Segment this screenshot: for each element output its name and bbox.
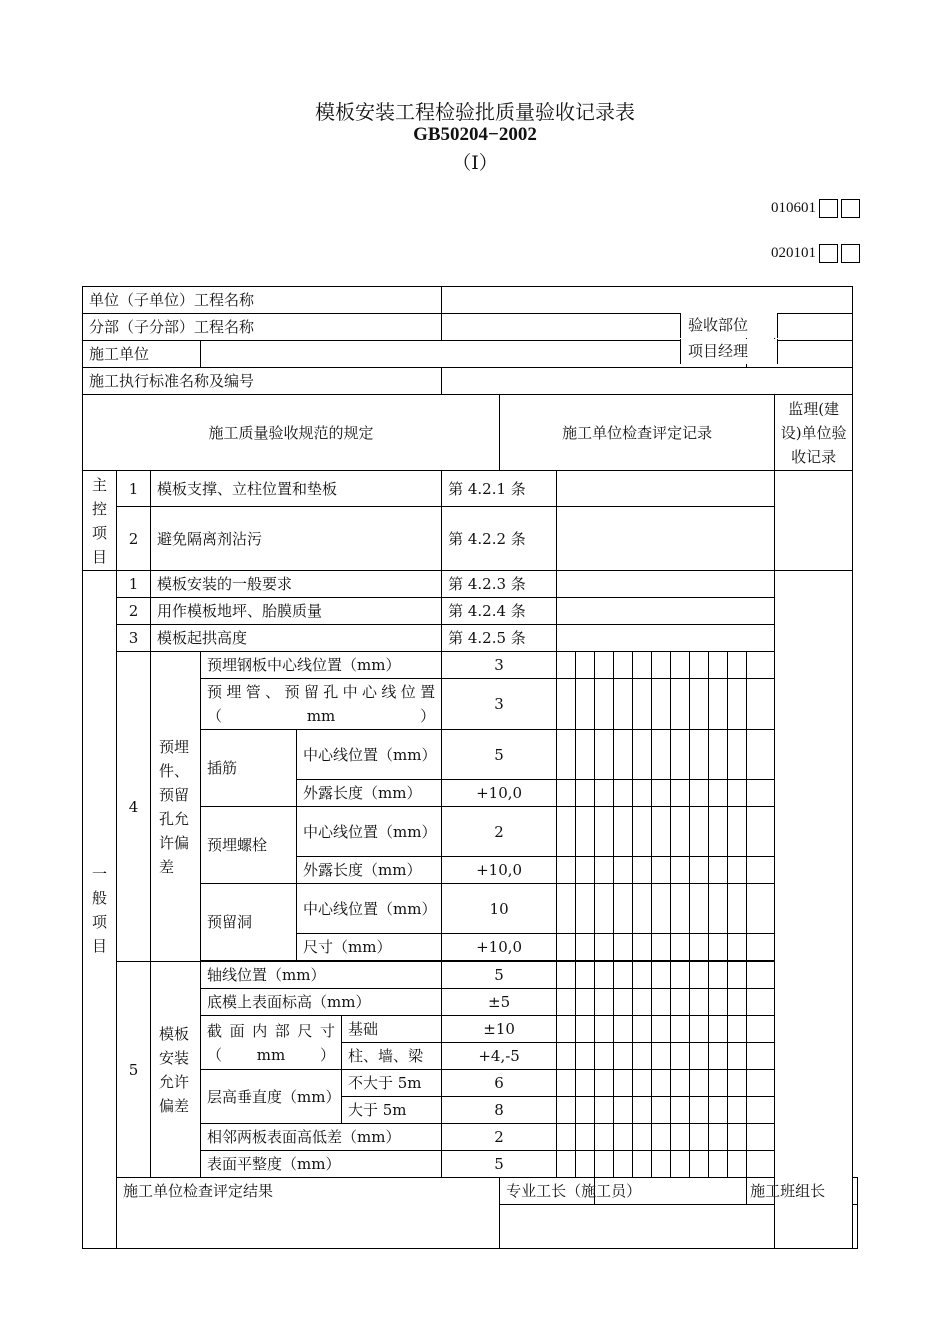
check-record-label: 施工单位检查评定记录	[500, 395, 775, 471]
grid-cell[interactable]	[671, 1124, 690, 1151]
grid-cell[interactable]	[633, 652, 652, 679]
contractor-label: 施工单位	[83, 341, 201, 368]
le5-label: 不大于 5m	[342, 1070, 442, 1097]
grid-cell[interactable]	[671, 780, 690, 807]
grid-cell[interactable]	[728, 884, 747, 934]
grid-cell[interactable]	[595, 1016, 614, 1043]
form-code-text: 010601	[771, 200, 816, 216]
grid-cell[interactable]	[614, 1097, 633, 1124]
grid-cell[interactable]	[652, 934, 671, 961]
grid-cell[interactable]	[671, 1016, 690, 1043]
grid-cell[interactable]	[633, 1124, 652, 1151]
grid-cell[interactable]	[652, 780, 671, 807]
grid-cell[interactable]	[671, 962, 690, 989]
grid-cell[interactable]	[728, 679, 747, 730]
grid-cell[interactable]	[709, 884, 728, 934]
grid-cell[interactable]	[652, 807, 671, 857]
grid-cell[interactable]	[576, 1097, 595, 1124]
grid-cell[interactable]	[709, 652, 728, 679]
grid-cell[interactable]	[652, 652, 671, 679]
grid-cell[interactable]	[557, 780, 576, 807]
le5-value: 6	[442, 1070, 557, 1097]
grid-cell[interactable]	[614, 679, 633, 730]
grid-cell[interactable]	[614, 807, 633, 857]
grid-cell[interactable]	[595, 652, 614, 679]
item4-no: 4	[117, 652, 151, 962]
general-item-no: 1	[117, 571, 151, 598]
grid-cell[interactable]	[633, 1097, 652, 1124]
grid-cell[interactable]	[747, 679, 775, 730]
grid-cell[interactable]	[557, 934, 576, 961]
form-code-text: 020101	[771, 245, 816, 261]
grid-cell[interactable]	[576, 934, 595, 961]
grid-cell[interactable]	[576, 730, 595, 780]
grid-cell[interactable]	[709, 1151, 728, 1178]
grid-cell[interactable]	[557, 1043, 576, 1070]
grid-cell[interactable]	[709, 1016, 728, 1043]
general-item-clause: 第 4.2.4 条	[442, 598, 557, 625]
hole-center-label: 中心线位置（mm）	[297, 884, 442, 934]
grid-cell[interactable]	[595, 1151, 614, 1178]
grid-cell[interactable]	[728, 1097, 747, 1124]
grid-cell[interactable]	[557, 857, 576, 884]
grid-cell[interactable]	[633, 780, 652, 807]
grid-cell[interactable]	[576, 679, 595, 730]
team-leader-value[interactable]	[853, 1178, 858, 1205]
project-name-label: 单位（子单位）工程名称	[83, 287, 442, 314]
grid-cell[interactable]	[671, 989, 690, 1016]
grid-cell[interactable]	[633, 934, 652, 961]
grid-cell[interactable]	[747, 857, 775, 884]
grid-cell[interactable]	[557, 730, 576, 780]
general-item-no: 3	[117, 625, 151, 652]
grid-cell[interactable]	[747, 934, 775, 961]
grid-cell[interactable]	[709, 857, 728, 884]
hole-label: 预留洞	[201, 884, 297, 961]
main-item-clause: 第 4.2.1 条	[442, 471, 557, 507]
grid-cell[interactable]	[671, 652, 690, 679]
grid-cell[interactable]	[576, 989, 595, 1016]
grid-cell[interactable]	[690, 1151, 709, 1178]
grid-cell[interactable]	[747, 884, 775, 934]
grid-cell[interactable]	[652, 679, 671, 730]
grid-cell[interactable]	[709, 1070, 728, 1097]
grid-cell[interactable]	[652, 962, 671, 989]
grid-cell[interactable]	[690, 780, 709, 807]
grid-cell[interactable]	[690, 989, 709, 1016]
grid-cell[interactable]	[595, 1043, 614, 1070]
grid-cell[interactable]	[633, 1016, 652, 1043]
grid-cell[interactable]	[633, 1043, 652, 1070]
adjacent-label: 相邻两板表面高低差（mm）	[201, 1124, 442, 1151]
general-item-record[interactable]	[557, 571, 775, 598]
rebar-exposed-label: 外露长度（mm）	[297, 780, 442, 807]
grid-cell[interactable]	[728, 857, 747, 884]
column-label: 柱、墙、梁	[342, 1043, 442, 1070]
grid-cell[interactable]	[709, 1124, 728, 1151]
foreman-label: 专业工长（施工员）	[500, 1178, 595, 1205]
grid-cell[interactable]	[576, 1070, 595, 1097]
general-item-clause: 第 4.2.3 条	[442, 571, 557, 598]
grid-cell[interactable]	[557, 679, 576, 730]
accept-part-value[interactable]	[775, 314, 853, 341]
item4-label: 预埋件、预留孔允许偏差	[151, 652, 201, 962]
grid-cell[interactable]	[633, 857, 652, 884]
grid-cell[interactable]	[690, 652, 709, 679]
flatness-value: 5	[442, 1151, 557, 1178]
grid-cell[interactable]	[633, 1070, 652, 1097]
steel-plate-value: 3	[442, 652, 557, 679]
grid-cell[interactable]	[747, 1097, 775, 1124]
grid-cell[interactable]	[709, 1043, 728, 1070]
grid-cell[interactable]	[747, 1016, 775, 1043]
steel-plate-label: 预埋钢板中心线位置（mm）	[201, 652, 442, 679]
grid-cell[interactable]	[576, 962, 595, 989]
grid-cell[interactable]	[747, 652, 775, 679]
grid-cell[interactable]	[576, 652, 595, 679]
grid-cell[interactable]	[690, 884, 709, 934]
grid-cell[interactable]	[595, 857, 614, 884]
grid-cell[interactable]	[595, 989, 614, 1016]
grid-cell[interactable]	[576, 1124, 595, 1151]
standard-value[interactable]	[442, 368, 853, 395]
grid-cell[interactable]	[614, 1016, 633, 1043]
grid-cell[interactable]	[614, 884, 633, 934]
grid-cell[interactable]	[614, 652, 633, 679]
grid-cell[interactable]	[576, 884, 595, 934]
subproject-label: 分部（子分部）工程名称	[83, 314, 442, 341]
grid-cell[interactable]	[576, 807, 595, 857]
grid-cell[interactable]	[557, 989, 576, 1016]
grid-cell[interactable]	[747, 1124, 775, 1151]
gt5-value: 8	[442, 1097, 557, 1124]
grid-cell[interactable]	[747, 989, 775, 1016]
grid-cell[interactable]	[728, 1124, 747, 1151]
grid-cell[interactable]	[557, 807, 576, 857]
rebar-center-value: 5	[442, 730, 557, 780]
grid-cell[interactable]	[614, 1151, 633, 1178]
grid-cell[interactable]	[614, 989, 633, 1016]
grid-cell[interactable]	[728, 1043, 747, 1070]
grid-cell[interactable]	[747, 730, 775, 780]
grid-cell[interactable]	[595, 962, 614, 989]
grid-cell[interactable]	[690, 1097, 709, 1124]
grid-cell[interactable]	[595, 884, 614, 934]
code-box[interactable]	[819, 244, 838, 263]
general-item-clause: 第 4.2.5 条	[442, 625, 557, 652]
grid-cell[interactable]	[671, 1151, 690, 1178]
grid-cell[interactable]	[747, 807, 775, 857]
code-box[interactable]	[841, 244, 860, 263]
grid-cell[interactable]	[614, 934, 633, 961]
grid-cell[interactable]	[671, 884, 690, 934]
document-title: 模板安装工程检验批质量验收记录表	[315, 100, 635, 124]
grid-cell[interactable]	[690, 1070, 709, 1097]
grid-cell[interactable]	[728, 1070, 747, 1097]
grid-cell[interactable]	[652, 1016, 671, 1043]
general-item-supervisor[interactable]	[775, 571, 853, 1249]
main-item-no: 1	[117, 471, 151, 507]
grid-cell[interactable]	[557, 1151, 576, 1178]
grid-cell[interactable]	[614, 962, 633, 989]
grid-cell[interactable]	[633, 884, 652, 934]
bolt-center-label: 中心线位置（mm）	[297, 807, 442, 857]
inspection-table	[82, 286, 858, 1249]
grid-cell[interactable]	[709, 730, 728, 780]
grid-cell[interactable]	[671, 1097, 690, 1124]
grid-cell[interactable]	[728, 989, 747, 1016]
main-item-name: 避免隔离剂沾污	[151, 507, 442, 571]
part-label: （Ⅰ）	[452, 152, 498, 174]
grid-cell[interactable]	[709, 989, 728, 1016]
bolt-center-value: 2	[442, 807, 557, 857]
section-label: 截面内部尺寸（mm）	[201, 1016, 342, 1070]
grid-cell[interactable]	[747, 1043, 775, 1070]
grid-cell[interactable]	[557, 1016, 576, 1043]
grid-cell[interactable]	[690, 857, 709, 884]
grid-cell[interactable]	[633, 962, 652, 989]
standard-code: GB50204−2002	[413, 124, 537, 145]
grid-cell[interactable]	[728, 962, 747, 989]
grid-cell[interactable]	[576, 780, 595, 807]
grid-cell[interactable]	[747, 1070, 775, 1097]
grid-cell[interactable]	[728, 780, 747, 807]
main-item-name: 模板支撑、立柱位置和垫板	[151, 471, 442, 507]
grid-cell[interactable]	[557, 884, 576, 934]
grid-cell[interactable]	[690, 962, 709, 989]
hole-center-value: 10	[442, 884, 557, 934]
grid-cell[interactable]	[595, 780, 614, 807]
adjacent-value: 2	[442, 1124, 557, 1151]
grid-cell[interactable]	[671, 857, 690, 884]
grid-cell[interactable]	[709, 1097, 728, 1124]
grid-cell[interactable]	[557, 962, 576, 989]
item5-no: 5	[117, 962, 151, 1178]
grid-cell[interactable]	[709, 962, 728, 989]
main-item-supervisor[interactable]	[775, 471, 853, 571]
grid-cell[interactable]	[595, 1124, 614, 1151]
grid-cell[interactable]	[728, 652, 747, 679]
grid-cell[interactable]	[652, 1151, 671, 1178]
form-code-2	[771, 244, 860, 263]
general-items-group: 一般项目	[83, 571, 117, 1249]
foundation-label: 基础	[342, 1016, 442, 1043]
grid-cell[interactable]	[690, 934, 709, 961]
general-item-name: 模板起拱高度	[151, 625, 442, 652]
grid-cell[interactable]	[652, 989, 671, 1016]
main-item-record[interactable]	[557, 471, 775, 507]
grid-cell[interactable]	[595, 1070, 614, 1097]
pipe-value: 3	[442, 679, 557, 730]
grid-cell[interactable]	[614, 1070, 633, 1097]
column-value: +4,-5	[442, 1043, 557, 1070]
bottom-value: ±5	[442, 989, 557, 1016]
grid-cell[interactable]	[671, 807, 690, 857]
code-box[interactable]	[819, 199, 838, 218]
result-value[interactable]	[500, 1205, 858, 1249]
item5-label: 模板安装允许偏差	[151, 962, 201, 1178]
general-item-no: 2	[117, 598, 151, 625]
grid-cell[interactable]	[671, 934, 690, 961]
form-code-1	[771, 199, 860, 218]
grid-cell[interactable]	[671, 679, 690, 730]
grid-cell[interactable]	[576, 857, 595, 884]
general-item-record[interactable]	[557, 625, 775, 652]
grid-cell[interactable]	[671, 1043, 690, 1070]
main-item-no: 2	[117, 507, 151, 571]
bottom-label: 底模上表面标高（mm）	[201, 989, 442, 1016]
grid-cell[interactable]	[633, 730, 652, 780]
grid-cell[interactable]	[614, 857, 633, 884]
grid-cell[interactable]	[652, 857, 671, 884]
general-item-name: 模板安装的一般要求	[151, 571, 442, 598]
main-item-record[interactable]	[557, 507, 775, 571]
bolt-label: 预埋螺栓	[201, 807, 297, 884]
grid-cell[interactable]	[709, 934, 728, 961]
main-items-group: 主控项目	[83, 471, 117, 571]
grid-cell[interactable]	[709, 780, 728, 807]
flatness-label: 表面平整度（mm）	[201, 1151, 442, 1178]
grid-cell[interactable]	[671, 1070, 690, 1097]
grid-cell[interactable]	[614, 730, 633, 780]
grid-cell[interactable]	[595, 1097, 614, 1124]
bolt-exposed-value: +10,0	[442, 857, 557, 884]
grid-cell[interactable]	[614, 1124, 633, 1151]
supervisor-label: 监理(建设)单位验收记录	[775, 395, 853, 471]
grid-cell[interactable]	[709, 679, 728, 730]
grid-cell[interactable]	[576, 1151, 595, 1178]
spec-label: 施工质量验收规范的规定	[83, 395, 500, 471]
grid-cell[interactable]	[728, 1016, 747, 1043]
grid-cell[interactable]	[690, 1124, 709, 1151]
grid-cell[interactable]	[633, 807, 652, 857]
team-leader-label: 施工班组长	[747, 1178, 853, 1205]
grid-cell[interactable]	[595, 679, 614, 730]
grid-cell[interactable]	[671, 730, 690, 780]
grid-cell[interactable]	[652, 1043, 671, 1070]
grid-cell[interactable]	[557, 652, 576, 679]
grid-cell[interactable]	[557, 1097, 576, 1124]
rebar-center-label: 中心线位置（mm）	[297, 730, 442, 780]
accept-part-label: 验收部位	[680, 313, 778, 338]
grid-cell[interactable]	[614, 780, 633, 807]
grid-cell[interactable]	[728, 807, 747, 857]
grid-cell[interactable]	[690, 1043, 709, 1070]
grid-cell[interactable]	[595, 934, 614, 961]
grid-cell[interactable]	[728, 934, 747, 961]
project-name-value[interactable]	[442, 287, 853, 314]
standard-label: 施工执行标准名称及编号	[83, 368, 442, 395]
general-item-name: 用作模板地坪、胎膜质量	[151, 598, 442, 625]
grid-cell[interactable]	[557, 1070, 576, 1097]
contractor-value[interactable]	[201, 341, 747, 368]
grid-cell[interactable]	[652, 1070, 671, 1097]
grid-cell[interactable]	[690, 730, 709, 780]
grid-cell[interactable]	[747, 962, 775, 989]
grid-cell[interactable]	[728, 730, 747, 780]
result-label: 施工单位检查评定结果	[117, 1178, 500, 1249]
grid-cell[interactable]	[709, 807, 728, 857]
grid-cell[interactable]	[576, 1043, 595, 1070]
axis-value: 5	[442, 962, 557, 989]
grid-cell[interactable]	[690, 807, 709, 857]
foundation-value: ±10	[442, 1016, 557, 1043]
rebar-exposed-value: +10,0	[442, 780, 557, 807]
grid-cell[interactable]	[652, 730, 671, 780]
grid-cell[interactable]	[595, 807, 614, 857]
code-box[interactable]	[841, 199, 860, 218]
grid-cell[interactable]	[690, 679, 709, 730]
grid-cell[interactable]	[690, 1016, 709, 1043]
main-item-clause: 第 4.2.2 条	[442, 507, 557, 571]
grid-cell[interactable]	[652, 1124, 671, 1151]
grid-cell[interactable]	[614, 1043, 633, 1070]
hole-size-label: 尺寸（mm）	[297, 934, 442, 961]
general-item-record[interactable]	[557, 598, 775, 625]
grid-cell[interactable]	[595, 730, 614, 780]
grid-cell[interactable]	[747, 780, 775, 807]
grid-cell[interactable]	[633, 989, 652, 1016]
grid-cell[interactable]	[633, 1151, 652, 1178]
pipe-label: 预埋管、预留孔中心线位置（mm）	[201, 679, 442, 730]
rebar-label: 插筋	[201, 730, 297, 807]
vertical-label: 层高垂直度（mm）	[201, 1070, 342, 1124]
axis-label: 轴线位置（mm）	[201, 962, 442, 989]
bolt-exposed-label: 外露长度（mm）	[297, 857, 442, 884]
grid-cell[interactable]	[576, 1016, 595, 1043]
grid-cell[interactable]	[652, 1097, 671, 1124]
grid-cell[interactable]	[652, 884, 671, 934]
hole-size-value: +10,0	[442, 934, 557, 961]
grid-cell[interactable]	[747, 1151, 775, 1178]
grid-cell[interactable]	[728, 1151, 747, 1178]
grid-cell[interactable]	[557, 1124, 576, 1151]
gt5-label: 大于 5m	[342, 1097, 442, 1124]
manager-label: 项目经理	[680, 339, 778, 364]
grid-cell[interactable]	[633, 679, 652, 730]
